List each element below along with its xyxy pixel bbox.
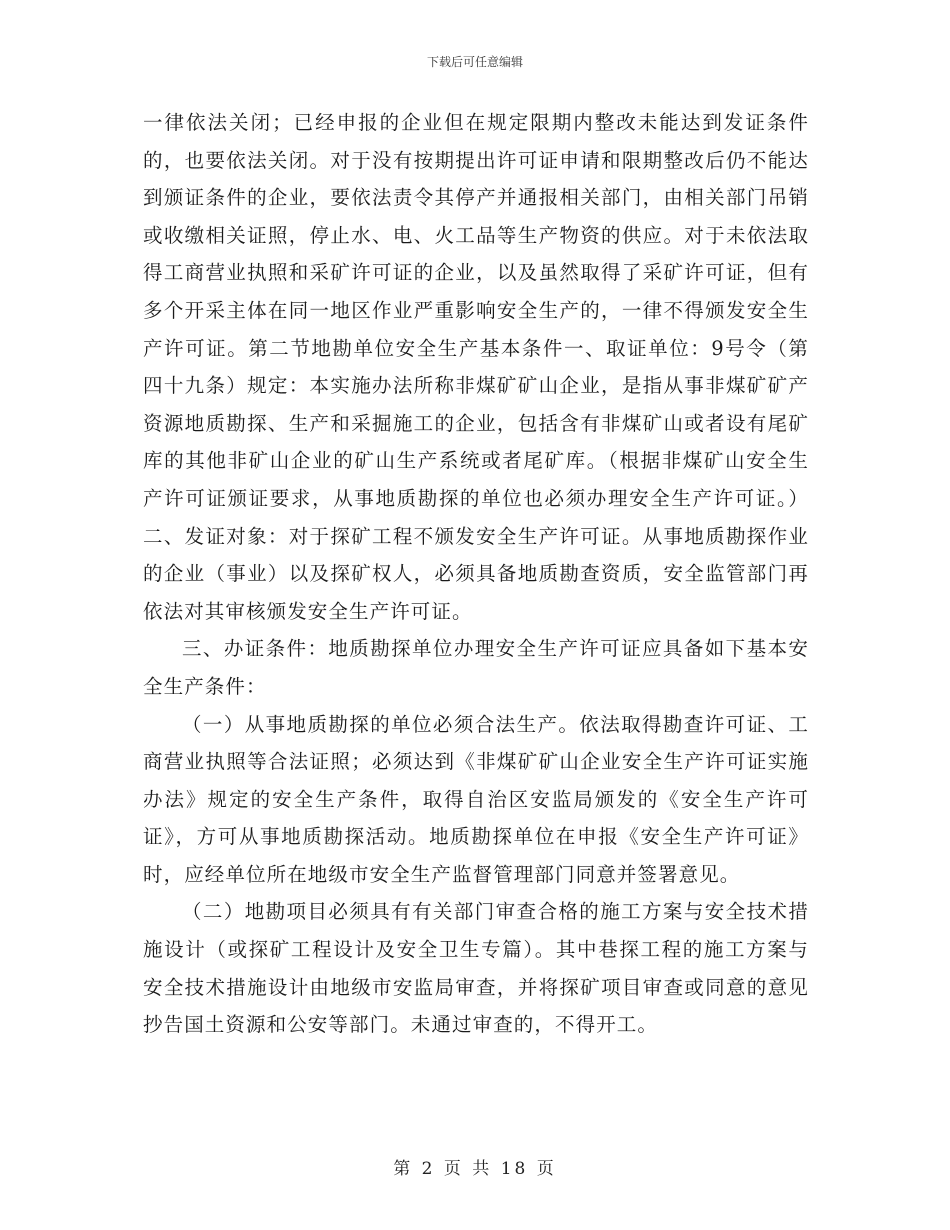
page-header: 下载后可任意编辑 bbox=[426, 55, 523, 69]
paragraph-2: 三、办证条件：地质勘探单位办理安全生产许可证应具备如下基本安全生产条件： bbox=[143, 637, 809, 698]
paragraph-4: （二）地勘项目必须具有有关部门审查合格的施工方案与安全技术措施设计（或探矿工程设计及安全卫生专篇）。其中巷探工程的施工方案与安全技术措施设计由地级市安监局审查，并将探矿项目审查或同意的意见抄告国土资源和公安等部门。未通过审查的，不得开工。 bbox=[143, 900, 809, 1037]
paragraph-3: （一）从事地质勘探的单位必须合法生产。依法取得勘查许可证、工商营业执照等合法证照；必须达到《非煤矿矿山企业安全生产许可证实施办法》规定的安全生产条件，取得自治区安监局颁发的《安全生产许可证》，方可从事地质勘探活动。地质勘探单位在申报《安全生产许可证》时，应经单位所在地级市安全生产监督管理部门同意并签署意见。 bbox=[143, 712, 809, 886]
page-footer: 第 2 页 共 18 页 bbox=[393, 1159, 557, 1179]
document-body bbox=[143, 104, 809, 1044]
paragraph-1: 一律依法关闭；已经申报的企业但在规定限期内整改未能达到发证条件的，也要依法关闭。对于没有按期提出许可证申请和限期整改后仍不能达到颁证条件的企业，要依法责令其停产并通报相关部门，由相关部门吊销或收缴相关证照，停止水、电、火工品等生产物资的供应。对于未依法取得工商营业执照和采矿许可证的企业，以及虽然取得了采矿许可证，但有多个开采主体在同一地区作业严重影响安全生产的，一律不得颁发安全生产许可证。第二节地勘单位安全生产基本条件一、取证单位：9号令（第四十九条）规定：本实施办法所称非煤矿矿山企业，是指从事非煤矿矿产资源地质勘探、生产和采掘施工的企业，包括含有非煤矿山或者设有尾矿库的其他非矿山企业的矿山生产系统或者尾矿库。（根据非煤矿山安全生产许可证颁证要求，从事地质勘探的单位也必须办理安全生产许可证。）二、发证对象：对于探矿工程不颁发安全生产许可证。从事地质勘探作业的企业（事业）以及探矿权人，必须具备地质勘查资质，安全监管部门再依法对其审核颁发安全生产许可证。 bbox=[143, 111, 809, 623]
